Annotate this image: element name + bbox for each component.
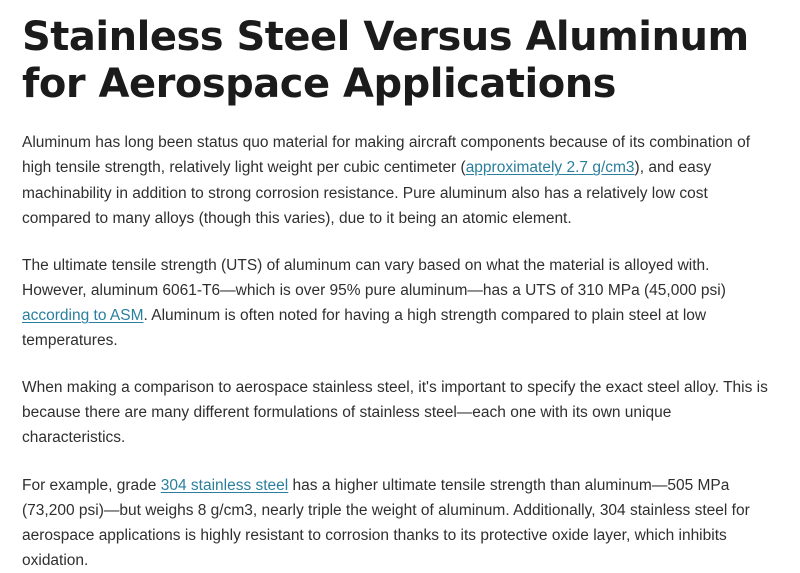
text-segment: When making a comparison to aerospace stainless steel, it's important to specify the exact steel alloy. This is because there are many different formulations of stainless steel—each one with its own unique characteristics. [22, 379, 773, 447]
text-segment: has a higher ultimate tensile strength than aluminum—505 MPa (73,200 psi)—but weighs 8 g/cm3, nearly triple the weight of aluminum. Additionally, 304 stainless steel for aerospace applications is highly resistant to corrosion thanks to its protective oxide layer, which inhibits oxidation. [22, 476, 755, 569]
text-segment: ), and easy machinability in addition to strong corrosion resistance. Pure aluminum also has a relatively low cost compared to many alloys (though this varies), due to it being an atomic element. [22, 159, 716, 227]
text-segment: . Aluminum is often noted for having a high strength compared to plain steel at low temperatures. [22, 307, 711, 350]
text-segment: For example, grade [22, 476, 161, 494]
link-aluminum-density[interactable]: approximately 2.7 g/cm3 [465, 159, 635, 177]
paragraph-3 [22, 375, 778, 450]
text-segment: The ultimate tensile strength (UTS) of aluminum can vary based on what the material is alloyed with. However, aluminum 6061-T6—which is over 95% pure aluminum—has a UTS of 310 MPa (45,000 psi) [22, 256, 731, 299]
paragraph-2 [22, 253, 778, 353]
link-according-to-asm[interactable]: according to ASM [22, 307, 144, 325]
link-304-stainless-steel[interactable]: 304 stainless steel [160, 476, 289, 494]
text-segment: Aluminum has long been status quo material for making aircraft components because of its combination of high tensile strength, relatively light weight per cubic centimeter ( [22, 134, 755, 177]
article-body [22, 130, 778, 573]
paragraph-1 [22, 130, 778, 230]
page-title: Stainless Steel Versus Aluminum for Aerospace Applications [22, 14, 749, 108]
paragraph-4 [22, 473, 778, 573]
